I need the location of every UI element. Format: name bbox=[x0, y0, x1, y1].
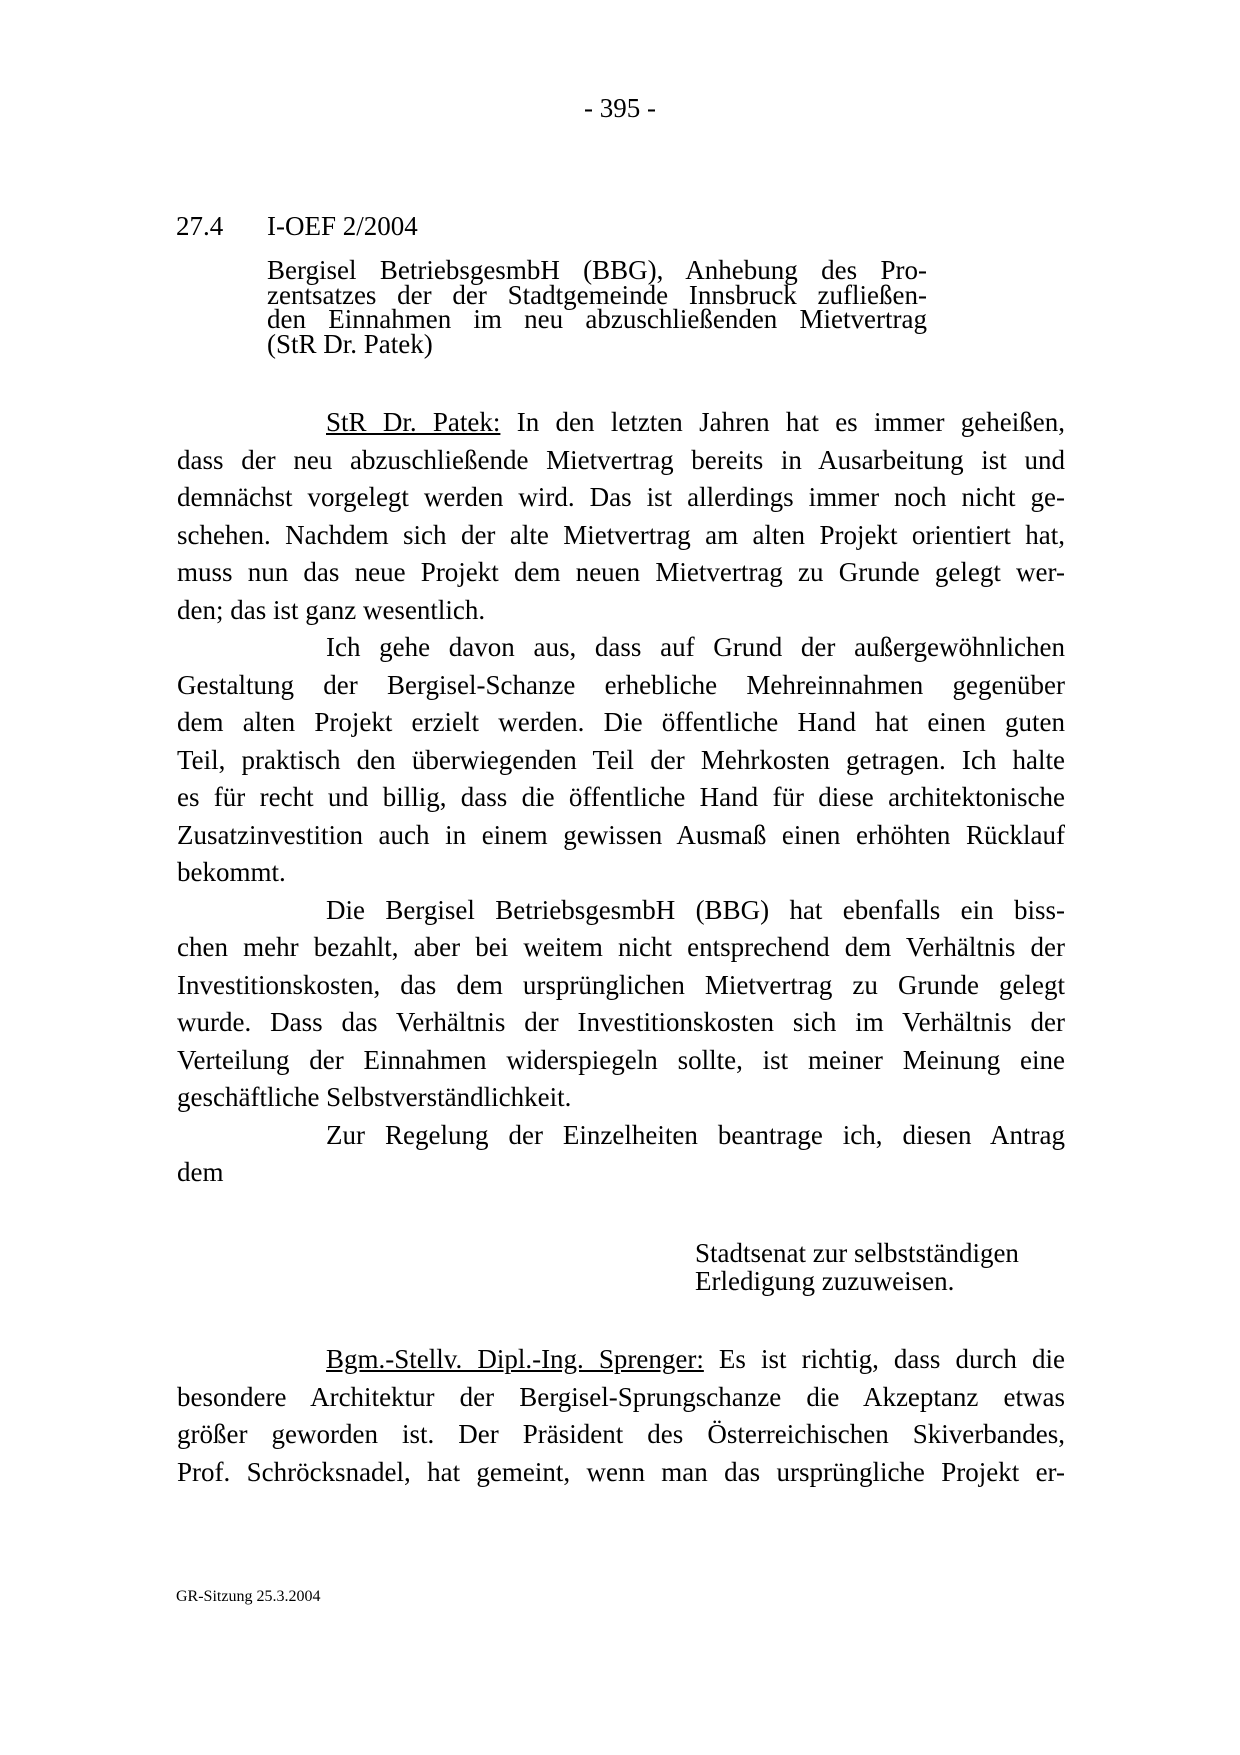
paragraph-line: geschäftliche Selbstverständlichkeit. bbox=[177, 1082, 572, 1112]
paragraph-line: Verteilung der Einnahmen widerspiegeln sollte, ist meiner Meinung eine bbox=[177, 1044, 1065, 1075]
proposal-motion bbox=[695, 1240, 1019, 1295]
paragraph-line: demnächst vorgelegt werden wird. Das ist allerdings immer noch nicht ge- bbox=[177, 482, 1065, 512]
agenda-item-title bbox=[267, 255, 927, 359]
agenda-title-line: (StR Dr. Patek) bbox=[267, 328, 433, 359]
speaker-name: StR Dr. Patek: bbox=[326, 407, 501, 437]
paragraph-line: wurde. Dass das Verhältnis der Investitionskosten sich im Verhältnis der bbox=[177, 1007, 1065, 1037]
paragraph-line: dem alten Projekt erzielt werden. Die öffentliche Hand hat einen guten bbox=[177, 707, 1065, 737]
paragraph-line: Zusatzinvestition auch in einem gewissen Ausmaß einen erhöhten Rücklauf bbox=[177, 819, 1065, 850]
page-number: - 395 - bbox=[584, 93, 656, 123]
paragraph-line: den; das ist ganz wesentlich. bbox=[177, 594, 486, 625]
paragraph-line: Gestaltung der Bergisel-Schanze erhebliche Mehreinnahmen gegenüber bbox=[177, 669, 1065, 700]
statement-text: In den letzten Jahren hat es immer geheißen, bbox=[500, 407, 1066, 437]
paragraph-line: chen mehr bezahlt, aber bei weitem nicht entsprechend dem Verhältnis der bbox=[177, 932, 1065, 962]
paragraph-line: bekommt. bbox=[177, 857, 286, 887]
agenda-item-id: I-OEF 2/2004 bbox=[267, 211, 418, 241]
agenda-title-line: den Einnahmen im neu abzuschließenden Mietvertrag bbox=[267, 304, 927, 334]
speaker-name: Bgm.-Stellv. Dipl.-Ing. Sprenger: bbox=[326, 1344, 704, 1374]
paragraph-line bbox=[177, 1341, 1065, 1379]
footer-session-date: GR-Sitzung 25.3.2004 bbox=[176, 1588, 321, 1605]
paragraph-line: Zur Regelung der Einzelheiten beantrage ich, diesen Antrag bbox=[326, 1119, 1065, 1150]
paragraph-line: Teil, praktisch den überwiegenden Teil der Mehrkosten getragen. Ich halte bbox=[177, 744, 1065, 775]
paragraph-line: Prof. Schröcksnadel, hat gemeint, wenn man das ursprüngliche Projekt er- bbox=[177, 1456, 1065, 1487]
paragraph-line: Investitionskosten, das dem ursprünglichen Mietvertrag zu Grunde gelegt bbox=[177, 969, 1065, 1000]
agenda-title-line: Bergisel BetriebsgesmbH (BBG), Anhebung des Pro- bbox=[267, 255, 927, 285]
paragraph-line: es für recht und billig, dass die öffentliche Hand für diese architektonische bbox=[177, 782, 1065, 812]
paragraph-line: besondere Architektur der Bergisel-Sprungschanze die Akzeptanz etwas bbox=[177, 1381, 1065, 1412]
proposal-line: Stadtsenat zur selbstständigen bbox=[695, 1238, 1019, 1268]
paragraph-line bbox=[177, 404, 1065, 442]
agenda-item-number: 27.4 bbox=[176, 211, 224, 241]
paragraph-line: größer geworden ist. Der Präsident des Österreichischen Skiverbandes, bbox=[177, 1419, 1065, 1449]
paragraph-line: dass der neu abzuschließende Mietvertrag bereits in Ausarbeitung ist und bbox=[177, 444, 1065, 475]
paragraph-line: muss nun das neue Projekt dem neuen Mietvertrag zu Grunde gelegt wer- bbox=[177, 557, 1065, 587]
paragraph-line: Ich gehe davon aus, dass auf Grund der außergewöhnlichen bbox=[326, 632, 1065, 662]
agenda-title-line: zentsatzes der der Stadtgemeinde Innsbruck zufließen- bbox=[267, 279, 927, 310]
proposal-line: Erledigung zuzuweisen. bbox=[695, 1265, 955, 1296]
statement-sprenger bbox=[177, 1341, 1065, 1491]
paragraph-line: schehen. Nachdem sich der alte Mietvertrag am alten Projekt orientiert hat, bbox=[177, 519, 1065, 550]
paragraph-line: Die Bergisel BetriebsgesmbH (BBG) hat ebenfalls ein biss- bbox=[326, 894, 1065, 925]
statement-patek bbox=[177, 404, 1065, 1192]
paragraph-line: dem bbox=[177, 1157, 224, 1187]
statement-text: Es ist richtig, dass durch die bbox=[703, 1344, 1065, 1374]
